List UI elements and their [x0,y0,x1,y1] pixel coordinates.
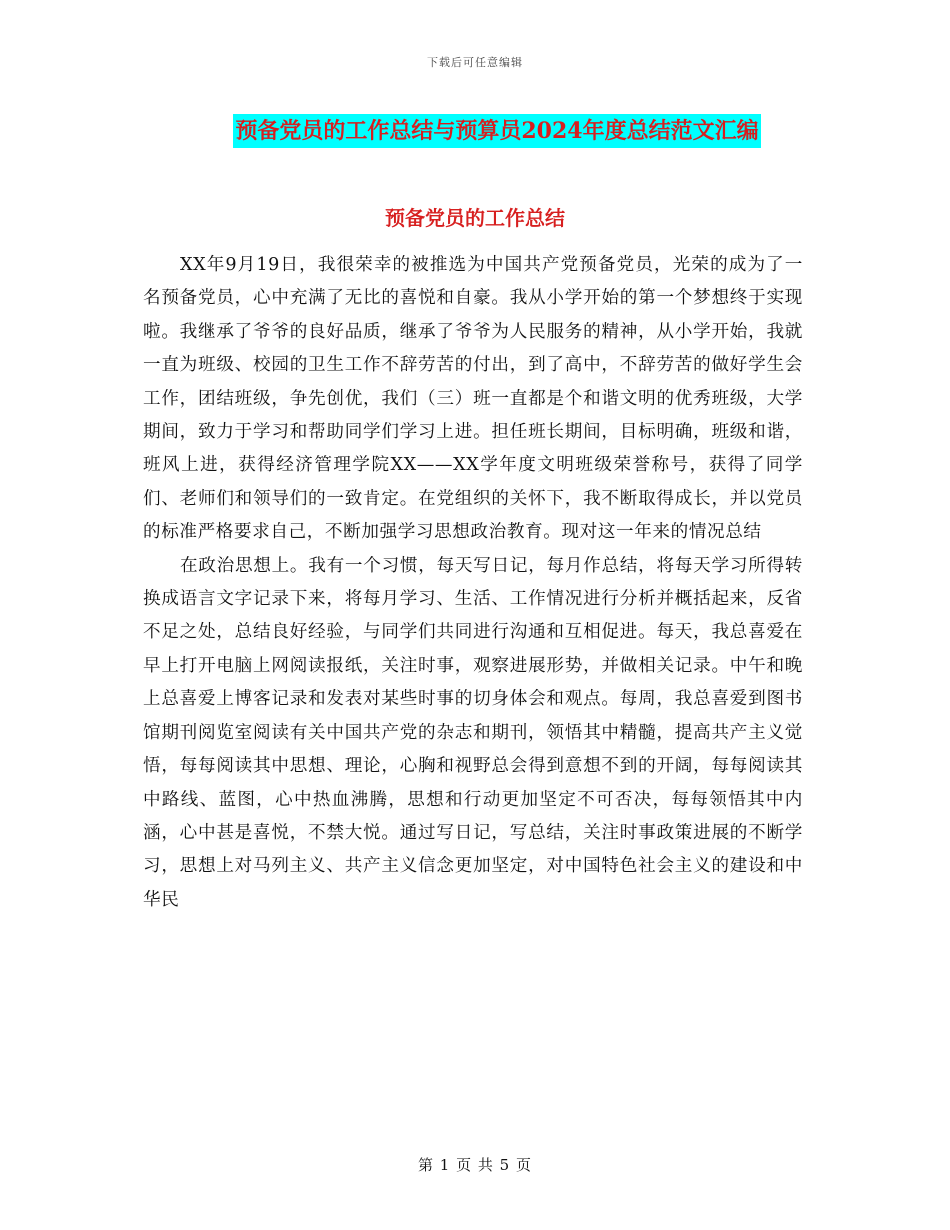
page-number-label: 第 1 页 共 5 页 [418,1156,532,1174]
section-title: 预备党员的工作总结 [385,206,565,230]
document-body [143,249,803,917]
document-title: 预备党员的工作总结与预算员2024年度总结范文汇编 [233,114,760,148]
page-footer [0,1154,950,1175]
body-paragraph: 在政治思想上。我有一个习惯，每天写日记，每月作总结，将每天学习所得转换成语言文字记录下来，将每月学习、生活、工作情况进行分析并概括起来，反省不足之处，总结良好经验，与同学们共同进行沟通和互相促进。每天，我总喜爱在早上打开电脑上网阅读报纸，关注时事，观察进展形势，并做相关记录。中午和晚上总喜爱上博客记录和发表对某些时事的切身体会和观点。每周，我总喜爱到图书馆期刊阅览室阅读有关中国共产党的杂志和期刊，领悟其中精髓，提高共产主义觉悟，每每阅读其中思想、理论，心胸和视野总会得到意想不到的开阔，每每阅读其中路线、蓝图，心中热血沸腾，思想和行动更加坚定不可否决，每每领悟其中内涵，心中甚是喜悦，不禁大悦。通过写日记，写总结，关注时事政策进展的不断学习，思想上对马列主义、共产主义信念更加坚定，对中国特色社会主义的建设和中华民 [143,555,803,910]
body-paragraph: XX年9月19日，我很荣幸的被推选为中国共产党预备党员，光荣的成为了一名预备党员，心中充满了无比的喜悦和自豪。我从小学开始的第一个梦想终于实现啦。我继承了爷爷的良好品质，继承了爷爷为人民服务的精神，从小学开始，我就一直为班级、校园的卫生工作不辞劳苦的付出，到了高中，不辞劳苦的做好学生会工作，团结班级，争先创优，我们（三）班一直都是个和谐文明的优秀班级，大学期间，致力于学习和帮助同学们学习上进。担任班长期间，目标明确，班级和谐，班风上进，获得经济管理学院XX——XX学年度文明班级荣誉称号，获得了同学们、老师们和领导们的一致肯定。在党组织的关怀下，我不断取得成长，并以党员的标准严格要求自己，不断加强学习思想政治教育。现对这一年来的情况总结 [143,255,803,543]
page-header-note: 下载后可任意编辑 [427,56,523,69]
document-title-container [0,114,950,148]
